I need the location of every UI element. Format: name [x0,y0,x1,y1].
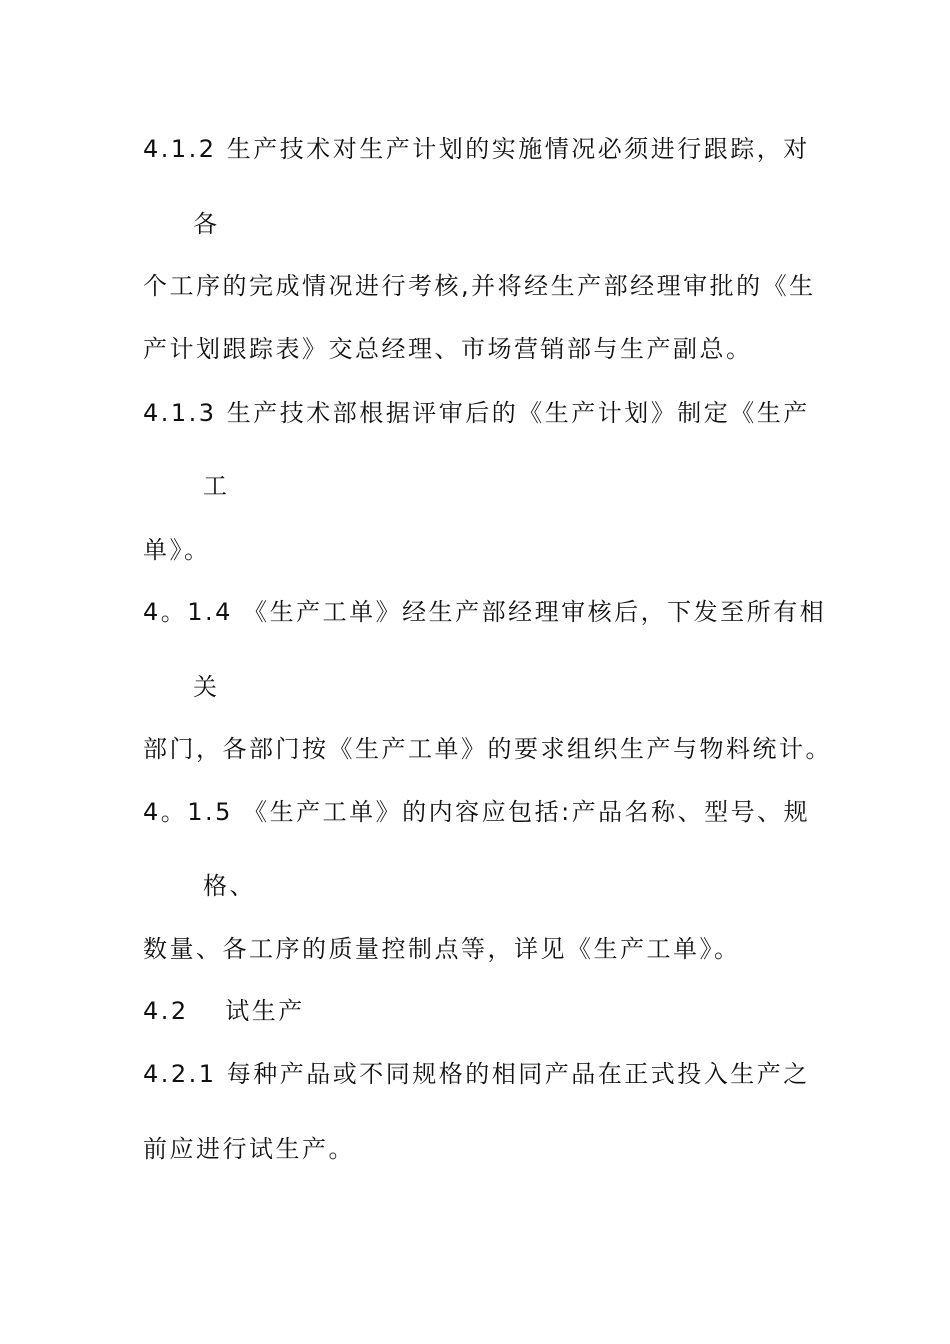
text-line: 4。1.5 《生产工单》的内容应包括:产品名称、型号、规 [143,798,811,826]
text-line: 前应进行试生产。 [143,1135,355,1163]
text-line: 格、 [203,872,256,900]
text-line: 产计划跟踪表》交总经理、市场营销部与生产副总。 [143,335,753,363]
text-line: 个工序的完成情况进行考核,并将经生产部经理审批的《生 [143,272,816,300]
text-line: 数量、各工序的质量控制点等，详见《生产工单》。 [143,935,741,963]
text-line: 部门，各部门按《生产工单》的要求组织生产与物料统计。 [143,735,832,763]
text-line: 4。1.4 《生产工单》经生产部经理审核后，下发至所有相 [143,598,827,626]
text-line: 4.1.3 生产技术部根据评审后的《生产计划》制定《生产 [143,399,810,427]
section-heading: 4.2 试生产 [143,997,305,1025]
text-line: 4.2.1 每种产品或不同规格的相同产品在正式投入生产之 [143,1060,810,1088]
text-line: 工 [203,472,230,500]
text-line: 各 [193,210,220,238]
text-line: 4.1.2 生产技术对生产计划的实施情况必须进行跟踪，对 [143,135,810,163]
text-line: 关 [193,673,220,701]
text-line: 单》。 [143,536,211,564]
